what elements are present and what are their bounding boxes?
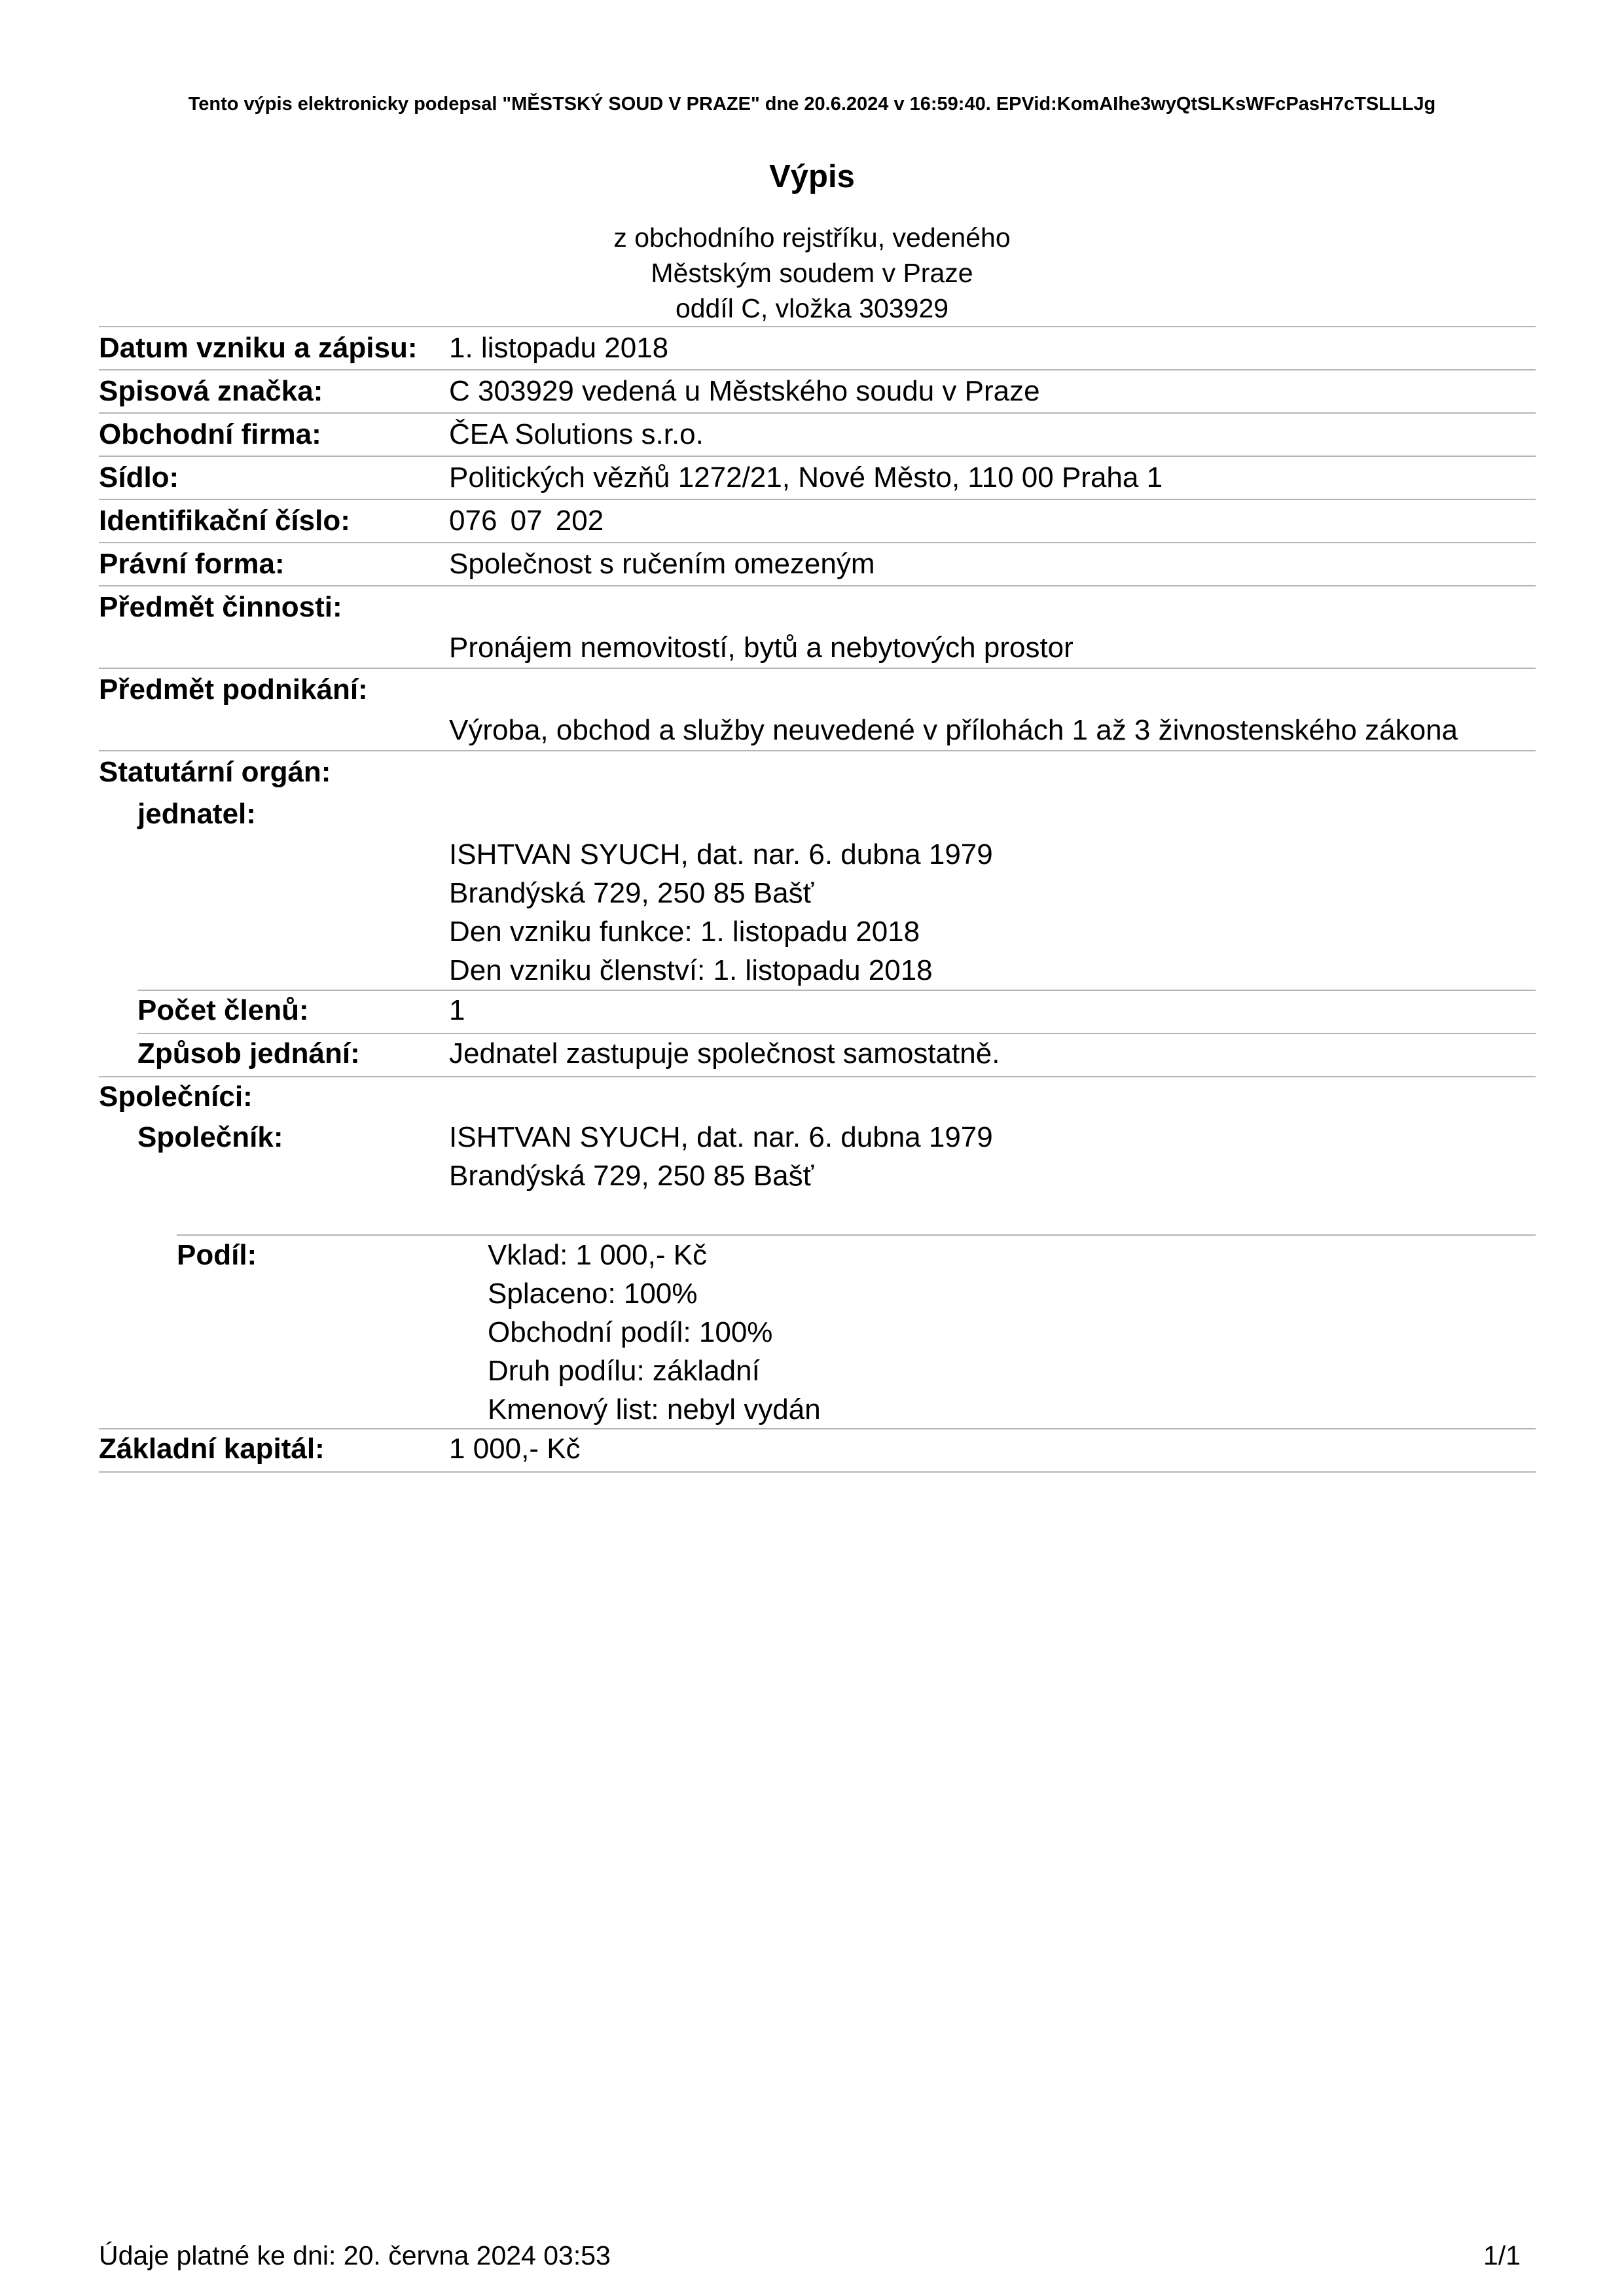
- validity-date: Údaje platné ke dni: 20. června 2024 03:53: [99, 2240, 611, 2270]
- podil-vklad: Vklad: 1 000,- Kč: [488, 1239, 708, 1271]
- pocet-label: Počet členů:: [137, 994, 309, 1026]
- podil-label: Podíl:: [177, 1239, 257, 1271]
- document-title: Výpis: [769, 159, 855, 194]
- cinnost-label: Předmět činnosti:: [99, 591, 342, 623]
- ico-value: 076 07 202: [449, 505, 604, 537]
- jednatel-name: ISHTVAN SYUCH, dat. nar. 6. dubna 1979: [449, 838, 993, 870]
- podil-druh: Druh podílu: základní: [488, 1355, 760, 1387]
- divider: [137, 990, 1536, 991]
- divider: [99, 750, 1536, 751]
- spolecnik-address: Brandýská 729, 250 85 Bašť: [449, 1160, 814, 1192]
- jednatel-address: Brandýská 729, 250 85 Bašť: [449, 877, 814, 909]
- subtitle-court: Městským soudem v Praze: [651, 258, 973, 288]
- podnikani-label: Předmět podnikání:: [99, 673, 368, 706]
- podil-obchodni: Obchodní podíl: 100%: [488, 1316, 773, 1348]
- divider: [99, 668, 1536, 669]
- forma-label: Právní forma:: [99, 548, 285, 580]
- sidlo-value: Politických vězňů 1272/21, Nové Město, 110 00 Praha 1: [449, 461, 1163, 493]
- forma-value: Společnost s ručením omezeným: [449, 548, 875, 580]
- divider: [99, 585, 1536, 586]
- divider: [99, 542, 1536, 543]
- datum-label: Datum vzniku a zápisu:: [99, 332, 418, 364]
- spolecnici-label: Společníci:: [99, 1081, 253, 1113]
- cinnost-value: Pronájem nemovitostí, bytů a nebytových prostor: [449, 632, 1074, 664]
- divider: [99, 326, 1536, 327]
- statutarni-label: Statutární orgán:: [99, 756, 331, 788]
- divider: [99, 369, 1536, 370]
- subtitle-register: z obchodního rejstříku, vedeného: [613, 223, 1011, 253]
- sidlo-label: Sídlo:: [99, 461, 179, 493]
- firma-label: Obchodní firma:: [99, 418, 321, 450]
- signature-line: Tento výpis elektronicky podepsal "MĚSTSKÝ SOUD V PRAZE" dne 20.6.2024 v 16:59:40. EPVid:KomAIhe3wyQtSLKsWFcPasH7cTSLLLJg: [188, 94, 1436, 115]
- kapital-label: Základní kapitál:: [99, 1433, 325, 1465]
- podil-kmenovy-list: Kmenový list: nebyl vydán: [488, 1393, 821, 1426]
- zpusob-label: Způsob jednání:: [137, 1037, 360, 1069]
- spolecnik-name: ISHTVAN SYUCH, dat. nar. 6. dubna 1979: [449, 1121, 993, 1153]
- spisova-value: C 303929 vedená u Městského soudu v Praze: [449, 375, 1040, 407]
- page-number: 1/1: [1483, 2240, 1521, 2270]
- datum-value: 1. listopadu 2018: [449, 332, 669, 364]
- ico-label: Identifikační číslo:: [99, 505, 350, 537]
- spolecnik-label: Společník:: [137, 1121, 283, 1153]
- subtitle-section: oddíl C, vložka 303929: [675, 293, 949, 323]
- jednatel-label: jednatel:: [137, 798, 256, 830]
- podil-splaceno: Splaceno: 100%: [488, 1278, 698, 1310]
- spisova-label: Spisová značka:: [99, 375, 323, 407]
- jednatel-function-date: Den vzniku funkce: 1. listopadu 2018: [449, 916, 920, 948]
- divider: [99, 456, 1536, 457]
- divider: [99, 1471, 1536, 1473]
- divider: [177, 1234, 1536, 1236]
- jednatel-membership-date: Den vzniku členství: 1. listopadu 2018: [449, 954, 933, 986]
- kapital-value: 1 000,- Kč: [449, 1433, 581, 1465]
- divider: [99, 499, 1536, 500]
- divider: [99, 1076, 1536, 1077]
- podnikani-value: Výroba, obchod a služby neuvedené v přílohách 1 až 3 živnostenského zákona: [449, 714, 1458, 746]
- pocet-value: 1: [449, 994, 465, 1026]
- zpusob-value: Jednatel zastupuje společnost samostatně.: [449, 1037, 1000, 1069]
- divider: [99, 412, 1536, 414]
- firma-value: ČEA Solutions s.r.o.: [449, 418, 704, 450]
